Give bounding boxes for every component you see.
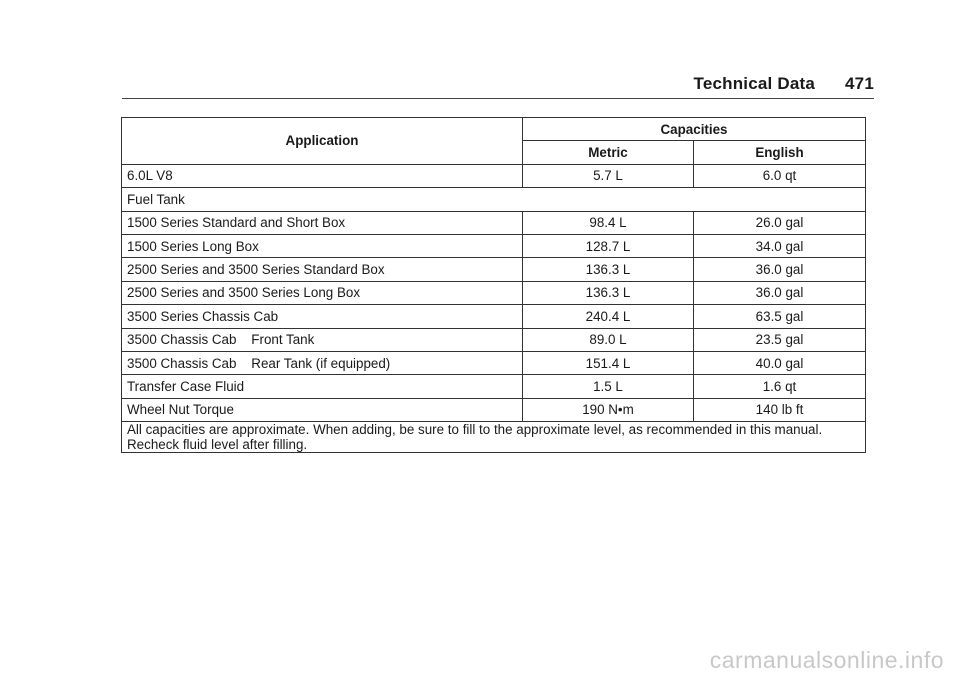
table-header-row [122,118,866,141]
metric-cell: 136.3 L [523,258,694,281]
english-cell: 36.0 gal [694,258,866,281]
english-cell: 6.0 qt [694,164,866,187]
english-header: English [694,141,866,164]
table-note-row [122,422,866,453]
english-cell: 34.0 gal [694,234,866,257]
english-cell: 40.0 gal [694,351,866,374]
metric-cell: 98.4 L [523,211,694,234]
table-row [122,211,866,234]
application-cell: Wheel Nut Torque [122,398,523,421]
table-row [122,375,866,398]
english-cell: 36.0 gal [694,281,866,304]
metric-cell: 240.4 L [523,305,694,328]
english-cell: 140 lb ft [694,398,866,421]
table-row [122,398,866,421]
watermark: carmanualsonline.info [709,647,944,673]
table-row [122,234,866,257]
table-row [122,305,866,328]
table-row [122,164,866,187]
metric-cell: 128.7 L [523,234,694,257]
metric-cell: 5.7 L [523,164,694,187]
application-cell: 2500 Series and 3500 Series Long Box [122,281,523,304]
table-row [122,258,866,281]
application-cell: 3500 Series Chassis Cab [122,305,523,328]
application-cell: 2500 Series and 3500 Series Standard Box [122,258,523,281]
application-cell: 3500 Chassis Cab Front Tank [122,328,523,351]
application-cell: 1500 Series Standard and Short Box [122,211,523,234]
table-row [122,328,866,351]
application-cell: 6.0L V8 [122,164,523,187]
metric-cell: 190 N•m [523,398,694,421]
table-row [122,351,866,374]
metric-header: Metric [523,141,694,164]
metric-cell: 89.0 L [523,328,694,351]
english-cell: 23.5 gal [694,328,866,351]
english-cell: 63.5 gal [694,305,866,328]
english-cell: 1.6 qt [694,375,866,398]
table-section-row [122,188,866,211]
english-cell: 26.0 gal [694,211,866,234]
metric-cell: 1.5 L [523,375,694,398]
table-note: All capacities are approximate. When adding, be sure to fill to the approximate level, as recommended in this manual. Recheck fluid level after filling. [122,422,866,453]
application-cell: 3500 Chassis Cab Rear Tank (if equipped) [122,351,523,374]
header-divider [122,98,874,99]
section-cell: Fuel Tank [122,188,866,211]
page-header [694,74,875,94]
capacities-header: Capacities [523,118,866,141]
table-row [122,281,866,304]
capacities-table [121,117,866,453]
application-header: Application [122,118,523,165]
section-title: Technical Data [693,74,816,93]
metric-cell: 151.4 L [523,351,694,374]
page-number: 471 [845,74,874,93]
metric-cell: 136.3 L [523,281,694,304]
application-cell: Transfer Case Fluid [122,375,523,398]
application-cell: 1500 Series Long Box [122,234,523,257]
